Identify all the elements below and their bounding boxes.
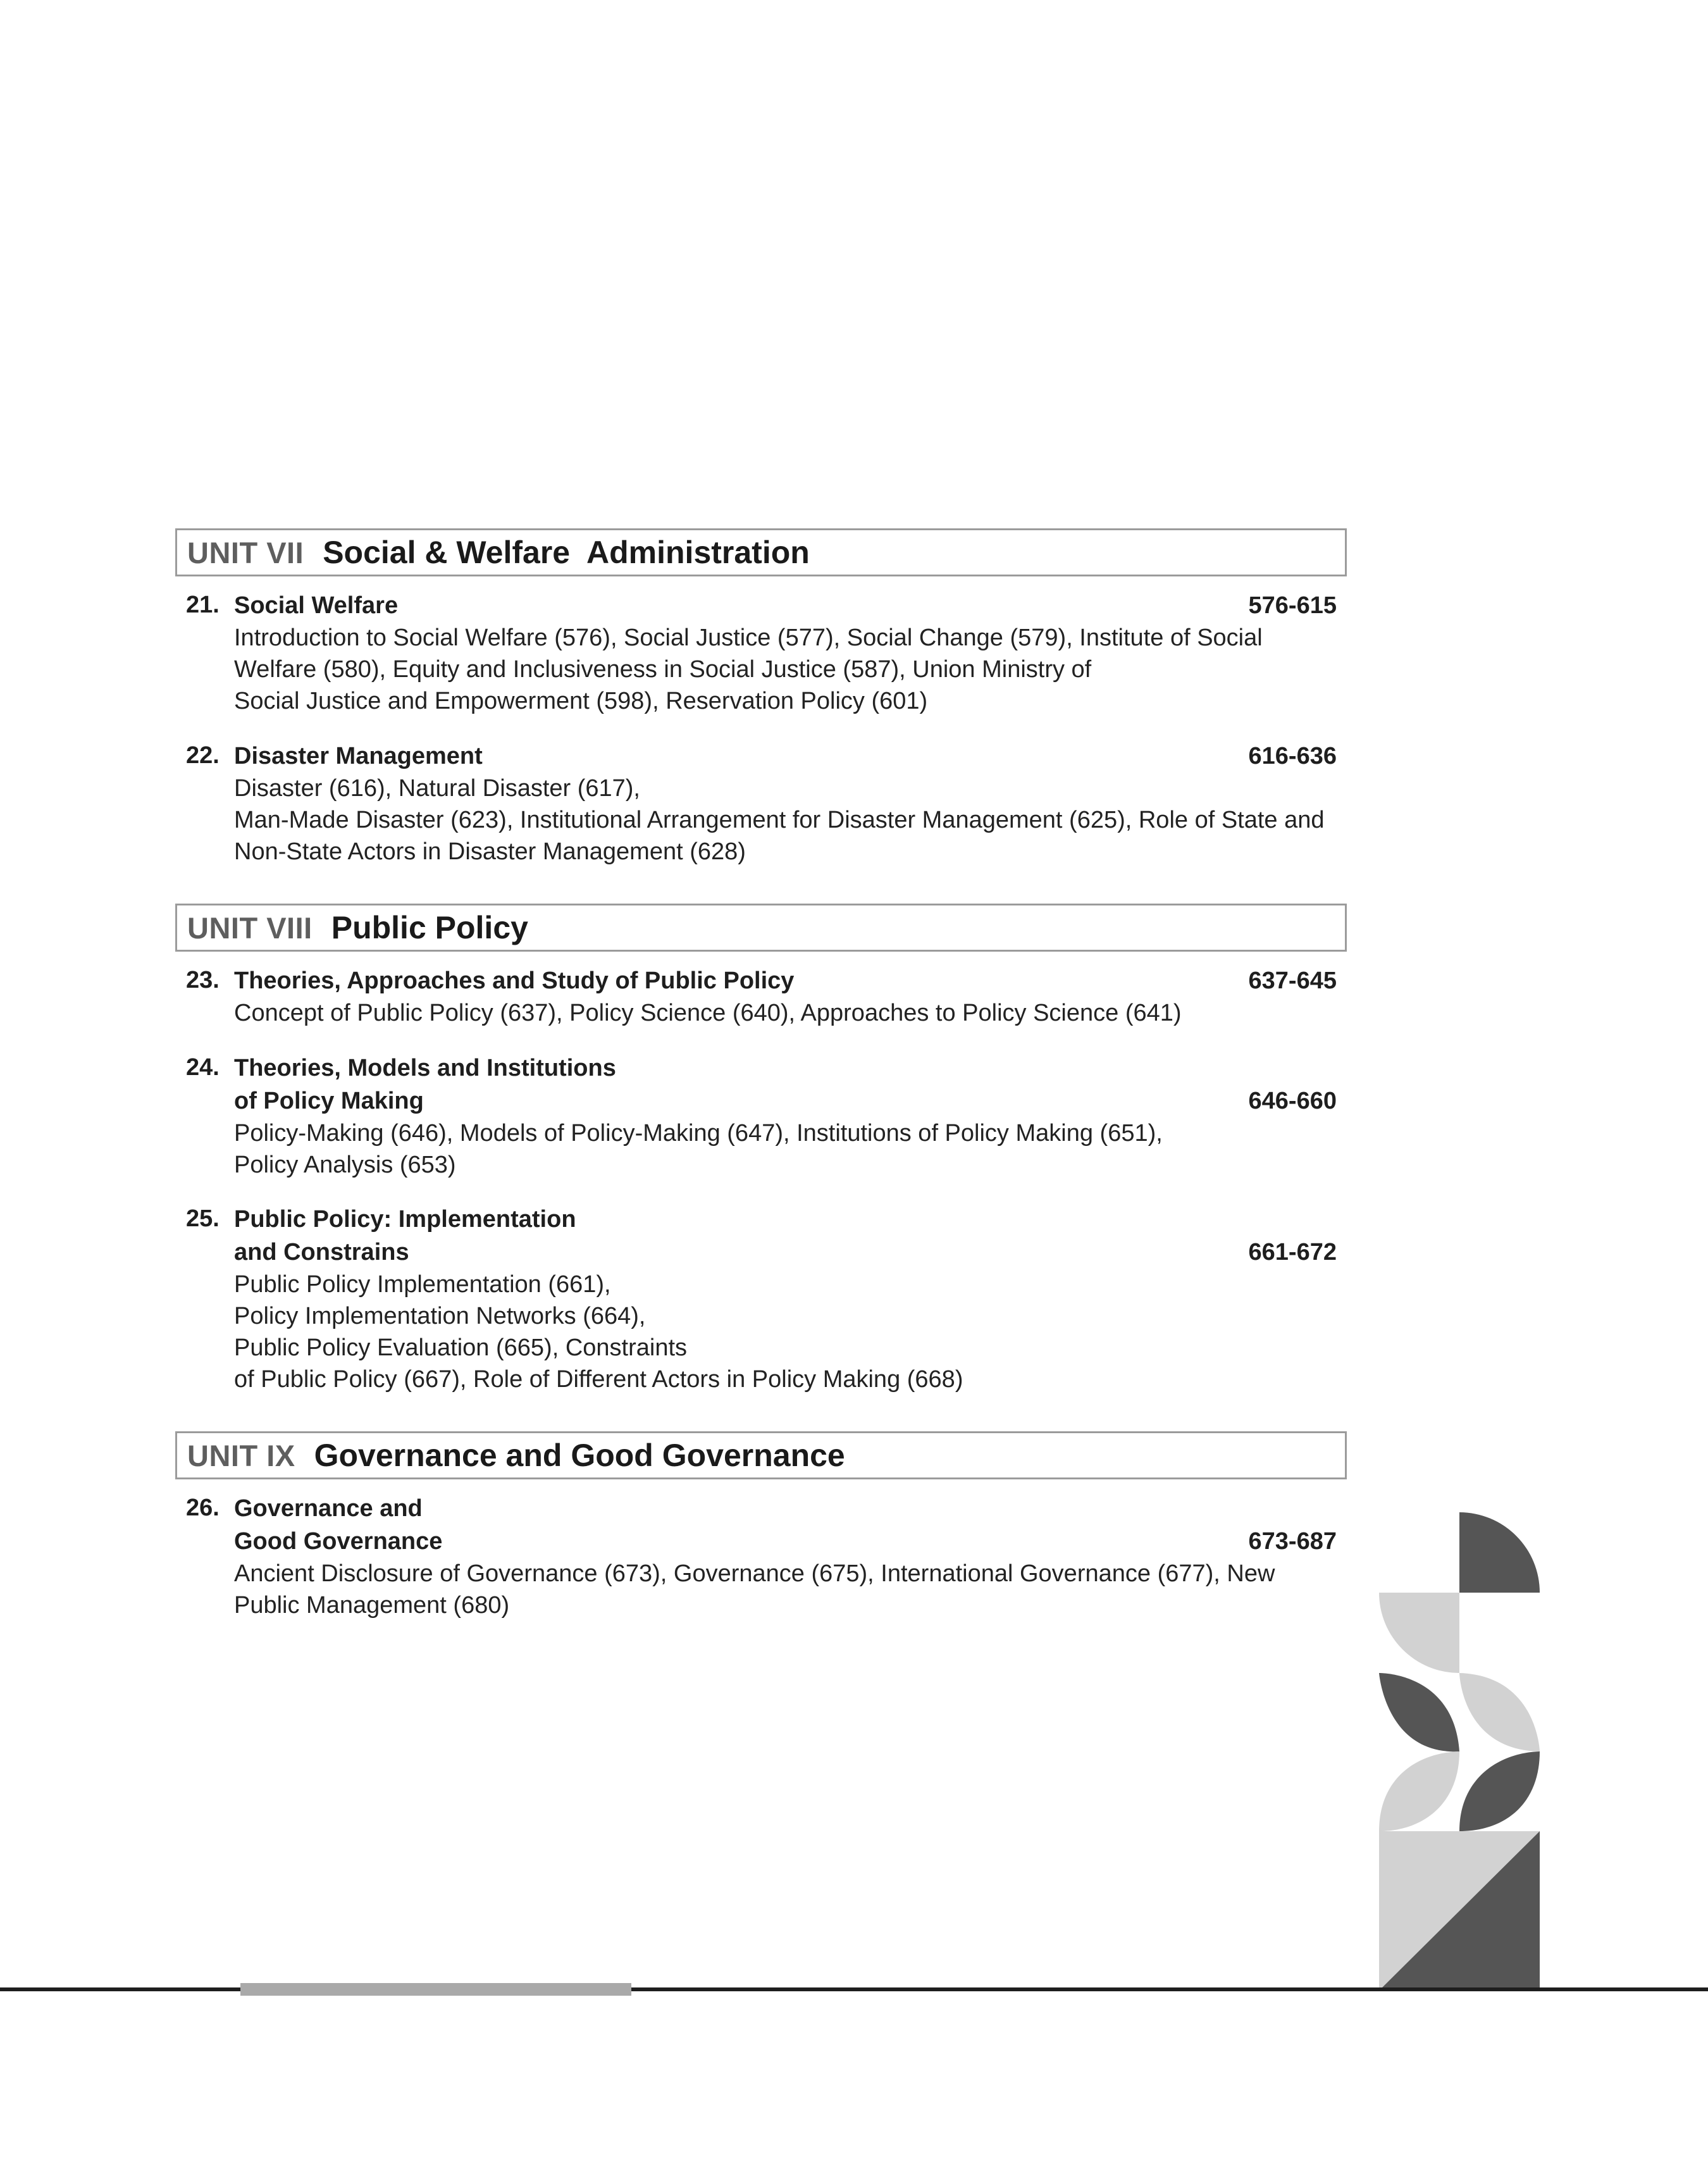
entry-title: Theories, Models and Institutions of Policy Making — [234, 1055, 616, 1114]
entry-description: Ancient Disclosure of Governance (673), Governance (675), International Governance (677), New Public Management (680) — [234, 1560, 1275, 1619]
quarter-circle-light — [1379, 1593, 1459, 1673]
entry-title: Disaster Management — [234, 743, 483, 769]
entry-number: 24. — [186, 1054, 220, 1081]
unit-viii-header — [175, 904, 1347, 952]
entry-description: Disaster (616), Natural Disaster (617), Man-Made Disaster (623), Institutional Arrangement for Disaster Management (625), Role of State and Non-State Actors in Disaster Management (628) — [234, 775, 1325, 865]
decorative-shapes — [1379, 1512, 1540, 1991]
unit-label: UNIT VII — [187, 535, 304, 569]
unit-ix-header — [175, 1431, 1347, 1479]
unit-label: UNIT IX — [187, 1438, 295, 1472]
unit-label: UNIT VIII — [187, 911, 313, 945]
toc-entry-24 — [186, 1052, 1341, 1181]
quarter-circle-dark — [1459, 1512, 1540, 1593]
entry-pages: 616-636 — [1248, 743, 1337, 769]
entry-number: 23. — [186, 967, 220, 993]
leaf-light-right — [1459, 1673, 1540, 1751]
entry-title: Public Policy: Implementation and Constrains — [234, 1206, 576, 1266]
leaf-light-left — [1379, 1751, 1459, 1831]
toc-entry-25 — [186, 1203, 1341, 1395]
toc-entry-23 — [186, 964, 1341, 1029]
entry-pages: 576-615 — [1248, 592, 1337, 619]
entry-number: 26. — [186, 1495, 220, 1521]
entry-title: Governance and Good Governance — [234, 1495, 443, 1555]
toc-entry-22 — [186, 740, 1341, 868]
leaf-dark-left — [1379, 1673, 1459, 1751]
entry-title: Theories, Approaches and Study of Public Policy — [234, 967, 795, 994]
entry-title: Social Welfare — [234, 592, 399, 619]
entry-description: Introduction to Social Welfare (576), Social Justice (577), Social Change (579), Institute of Social Welfare (580), Equity and Inclusiveness in Social Justice (587), Union Ministry of Social Justice and Empowerment (598), Reservation Policy (601) — [234, 625, 1263, 714]
leaf-dark-right — [1459, 1751, 1540, 1831]
entry-number: 22. — [186, 742, 220, 769]
entry-description: Concept of Public Policy (637), Policy Science (640), Approaches to Policy Science (641) — [234, 1000, 1182, 1026]
entry-pages: 673-687 — [1248, 1528, 1337, 1555]
unit-title: Governance and Good Governance — [314, 1438, 845, 1473]
entry-description: Public Policy Implementation (661), Policy Implementation Networks (664), Public Policy Evaluation (665), Constraints of Public Policy (667), Role of Different Actors in Policy Making (668) — [234, 1271, 963, 1393]
toc-entry-21 — [186, 589, 1341, 717]
entry-pages: 637-645 — [1248, 967, 1337, 994]
entry-number: 25. — [186, 1205, 220, 1232]
unit-vii-header — [175, 528, 1347, 576]
toc-entry-26 — [186, 1492, 1341, 1621]
entry-pages: 661-672 — [1248, 1239, 1337, 1266]
unit-title: Social & Welfare Administration — [323, 535, 810, 570]
bottom-accent-bar — [240, 1983, 631, 1996]
entry-pages: 646-660 — [1248, 1088, 1337, 1114]
entry-description: Policy-Making (646), Models of Policy-Making (647), Institutions of Policy Making (651), Policy Analysis (653) — [234, 1120, 1163, 1178]
entry-number: 21. — [186, 592, 220, 618]
unit-title: Public Policy — [331, 910, 528, 945]
